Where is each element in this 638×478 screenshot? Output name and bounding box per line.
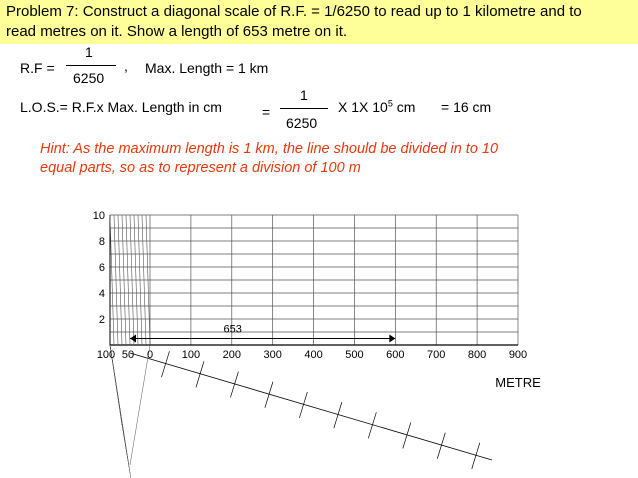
problem-line-1: Problem 7: Construct a diagonal scale of R.F. = 1/6250 to read up to 1 kilometre and to xyxy=(6,3,582,20)
x-tick-label: 500 xyxy=(345,349,364,361)
max-length-text: Max. Length = 1 km xyxy=(145,60,269,76)
y-tick-label: 10 xyxy=(92,210,105,222)
hint-line-2: equal parts, so as to represent a division of 100 m xyxy=(40,160,361,176)
measurement-label: 653 xyxy=(223,323,242,336)
x-tick-label-left: 0 xyxy=(146,349,154,361)
los-equals: = xyxy=(262,104,271,120)
y-tick-label: 6 xyxy=(98,262,105,274)
rf-label: R.F = xyxy=(20,60,55,76)
x-tick-label: 800 xyxy=(467,349,487,361)
hint-line-1: Hint: As the maximum length is 1 km, the line should be divided in to 10 xyxy=(40,141,499,157)
los-multiplier-text: X 1X 10 xyxy=(338,99,388,115)
los-numerator: 1 xyxy=(300,87,308,103)
scale-grid xyxy=(110,215,518,345)
construction-line xyxy=(130,353,492,460)
x-tick-label: 900 xyxy=(508,349,528,361)
x-tick-label: 300 xyxy=(263,349,282,361)
x-tick-label-left: 100 xyxy=(96,349,116,361)
x-tick-label: 100 xyxy=(181,349,201,361)
rf-denominator: 6250 xyxy=(73,70,105,86)
y-tick-label: 2 xyxy=(98,314,105,326)
scale-labels xyxy=(93,210,541,390)
problem-line-2: read metres on it. Show a length of 653 metre on it. xyxy=(6,23,348,40)
construction-fan-line xyxy=(110,345,131,478)
rf-separator: , xyxy=(124,58,128,74)
los-unit: cm xyxy=(396,99,416,115)
x-tick-label: 400 xyxy=(304,349,323,361)
construction-fan-line xyxy=(130,345,150,465)
x-tick-label: 700 xyxy=(427,349,446,361)
arrow-head xyxy=(130,335,136,343)
los-denominator: 6250 xyxy=(286,115,318,131)
arrow-head xyxy=(389,335,395,343)
los-result: = 16 cm xyxy=(441,99,492,115)
y-tick-label: 8 xyxy=(98,236,105,248)
los-label: L.O.S.= R.F.x Max. Length in cm xyxy=(20,99,222,115)
rf-numerator: 1 xyxy=(85,44,93,60)
los-exponent: 5 xyxy=(387,98,393,109)
x-tick-label: 200 xyxy=(222,349,241,361)
x-tick-label-left: 50 xyxy=(121,349,135,361)
y-tick-label: 4 xyxy=(98,288,105,300)
unit-label: METRE xyxy=(495,375,541,390)
x-tick-label: 600 xyxy=(386,349,405,361)
